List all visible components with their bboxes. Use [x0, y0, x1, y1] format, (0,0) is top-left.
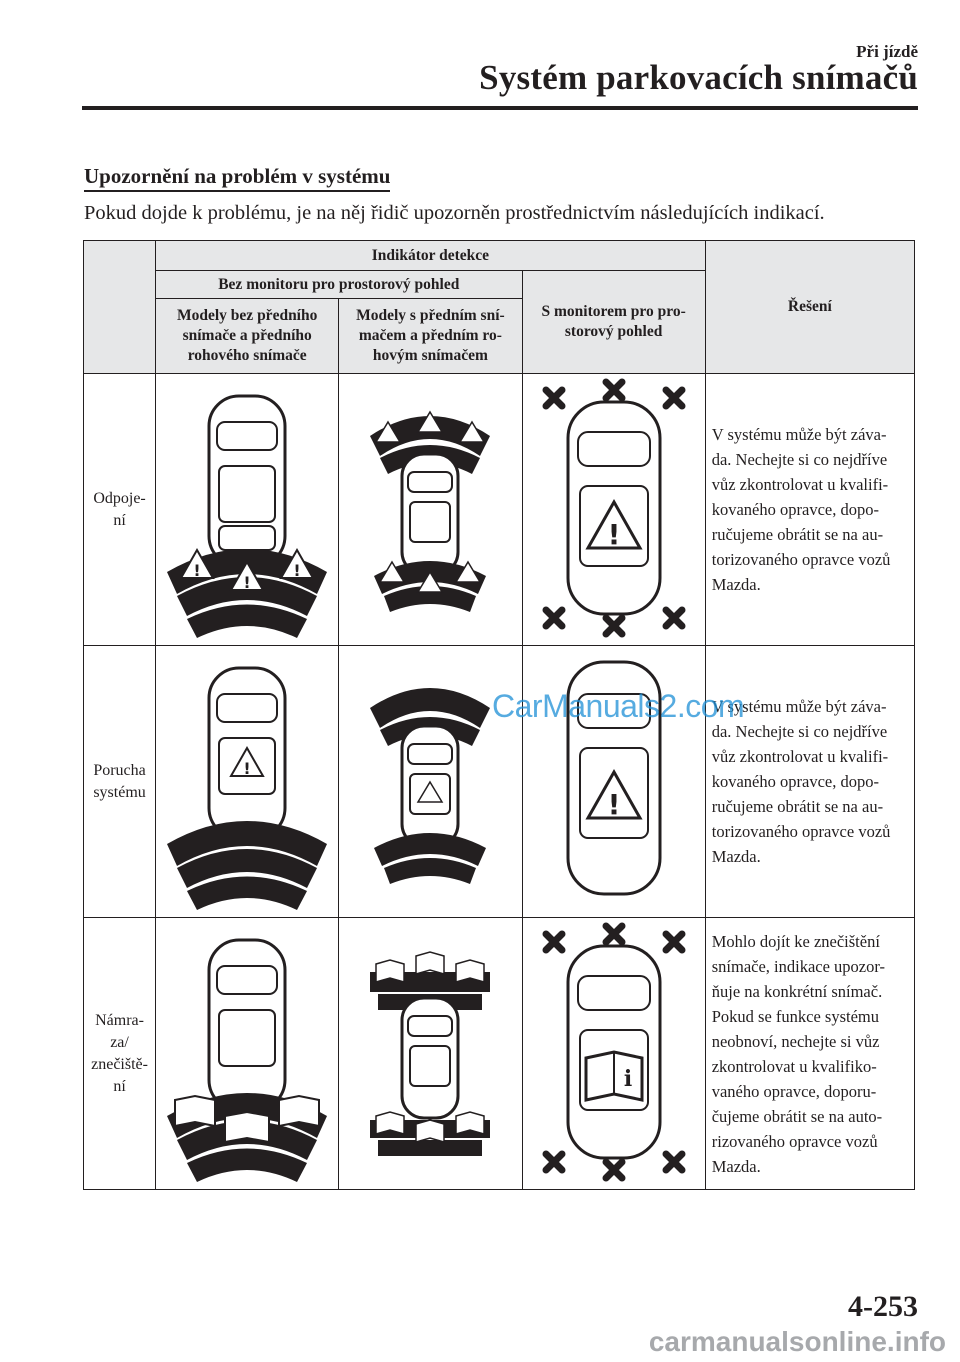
- solution-line: ručujeme obrátit se na au-: [711, 797, 884, 816]
- solution-line: čujeme obrátit se na auto-: [711, 1106, 883, 1126]
- solution-line: Mazda.: [711, 1156, 761, 1176]
- solution-text: [705, 918, 914, 1190]
- car-rear-malfunction-diagram: [157, 648, 337, 916]
- solution-line: Mazda.: [711, 847, 761, 866]
- solution-line: Pokud se funkce systému: [711, 1006, 880, 1026]
- solution-line: vůz zkontrolovat u kvalifi-: [711, 475, 889, 494]
- car-rear-warning-diagram: [157, 376, 337, 644]
- car-monitor-dirty-diagram: [524, 920, 704, 1188]
- solution-text: [705, 374, 914, 646]
- header-models-with: [339, 299, 522, 374]
- diagram-cell: [339, 918, 522, 1190]
- solution-line: ručujeme obrátit se na au-: [711, 525, 884, 544]
- header-divider: [82, 106, 918, 110]
- solution-line: ňuje na konkrétní snímač.: [711, 981, 883, 1001]
- solution-line: V systému může být záva-: [711, 697, 887, 716]
- row-label-line: systému: [93, 783, 146, 801]
- header-indicator: Indikátor detekce: [156, 241, 706, 271]
- diagram-cell: [156, 646, 339, 918]
- row-label: [84, 918, 156, 1190]
- row-label: [84, 374, 156, 646]
- manual-info-icon: [586, 1052, 642, 1100]
- svg-text:!: !: [243, 758, 251, 778]
- svg-text:!: !: [193, 560, 201, 580]
- solution-line: vůz zkontrolovat u kvalifi-: [711, 747, 889, 766]
- row-label-line: Porucha: [93, 761, 146, 779]
- solution-line: da. Nechejte si co nejdříve: [711, 450, 888, 469]
- car-icon: [402, 998, 458, 1118]
- car-icon: [209, 940, 285, 1110]
- solution-line: Mohlo dojít ke znečištění: [711, 931, 880, 951]
- table-row: [84, 918, 915, 1190]
- intro-paragraph: Pokud dojde k problému, je na něj řidič upozorněn prostřednictvím následujících indikací.: [84, 202, 825, 224]
- solution-line: neobnoví, nechejte si vůz: [711, 1031, 880, 1051]
- svg-text:!: !: [607, 517, 621, 551]
- rear-sensor-zones: [374, 833, 486, 884]
- row-label: [84, 646, 156, 918]
- diagram-cell: [156, 918, 339, 1190]
- solution-line: vaného opravce, doporu-: [711, 1081, 877, 1101]
- header-with-monitor-line: storový pohled: [564, 323, 663, 340]
- row-label-line: Odpoje-: [93, 489, 146, 507]
- solution-line: kovaného opravce, dopo-: [711, 772, 879, 791]
- diagram-cell: [522, 918, 705, 1190]
- car-rear-dirty-diagram: [157, 920, 337, 1188]
- row-label-line: za/: [110, 1033, 129, 1051]
- header-line: rohového snímače: [187, 347, 307, 364]
- header-line: Modely bez předního: [177, 307, 318, 324]
- table-row: [84, 374, 915, 646]
- header-line: snímače a předního: [182, 327, 312, 344]
- header-with-monitor: [522, 271, 705, 374]
- row-label-line: ní: [113, 1077, 126, 1095]
- row-label-line: Námra-: [95, 1011, 144, 1029]
- car-front-rear-dirty-diagram: [340, 920, 520, 1188]
- header-models-without: [156, 299, 339, 374]
- diagram-cell: [156, 374, 339, 646]
- car-icon: [402, 454, 458, 574]
- solution-line: V systému může být záva-: [711, 425, 887, 444]
- header-solution: Řešení: [705, 241, 914, 374]
- table-row: [84, 646, 915, 918]
- header-line: hovým snímačem: [372, 347, 488, 364]
- header-without-monitor: Bez monitoru pro prostorový pohled: [156, 271, 522, 299]
- car-front-rear-warning-diagram: [340, 376, 520, 644]
- diagram-cell: [339, 374, 522, 646]
- rear-sensor-zones: [167, 821, 327, 910]
- solution-text: [705, 646, 914, 918]
- diagram-cell: [339, 646, 522, 918]
- row-label-line: znečiště-: [91, 1055, 148, 1073]
- section-name: Při jízdě: [856, 42, 918, 61]
- solution-line: torizovaného opravce vozů: [711, 822, 891, 841]
- svg-text:!: !: [293, 560, 301, 580]
- footer-site-watermark: carmanualsonline.info: [648, 1326, 946, 1357]
- page-title: Systém parkovacích snímačů: [479, 58, 918, 97]
- row-label-line: ní: [113, 511, 126, 529]
- page-number: 4-253: [848, 1290, 918, 1323]
- car-monitor-disconnected-diagram: [524, 376, 704, 644]
- header-line: Modely s předním sní-: [356, 307, 505, 324]
- solution-line: da. Nechejte si co nejdříve: [711, 722, 888, 741]
- header-with-monitor-line: S monitorem pro pro-: [541, 303, 686, 320]
- watermark: CarManuals2.com: [492, 688, 745, 724]
- solution-line: Mazda.: [711, 575, 761, 594]
- svg-text:!: !: [243, 572, 251, 592]
- svg-text:!: !: [607, 787, 621, 821]
- header-empty-cell: [84, 241, 156, 374]
- car-icon: [209, 396, 285, 566]
- diagram-cell: [522, 646, 705, 918]
- header-line: mačem a předním ro-: [358, 327, 502, 344]
- solution-line: torizovaného opravce vozů: [711, 550, 891, 569]
- diagram-cell: [522, 374, 705, 646]
- solution-line: zkontrolovat u kvalifiko-: [711, 1056, 877, 1076]
- solution-line: kovaného opravce, dopo-: [711, 500, 879, 519]
- svg-text:i: i: [623, 1065, 632, 1092]
- solution-line: snímače, indikace upozor-: [711, 956, 886, 976]
- solution-line: rizovaného opravce vozů: [711, 1131, 878, 1151]
- section-heading: Upozornění na problém v systému: [84, 164, 390, 192]
